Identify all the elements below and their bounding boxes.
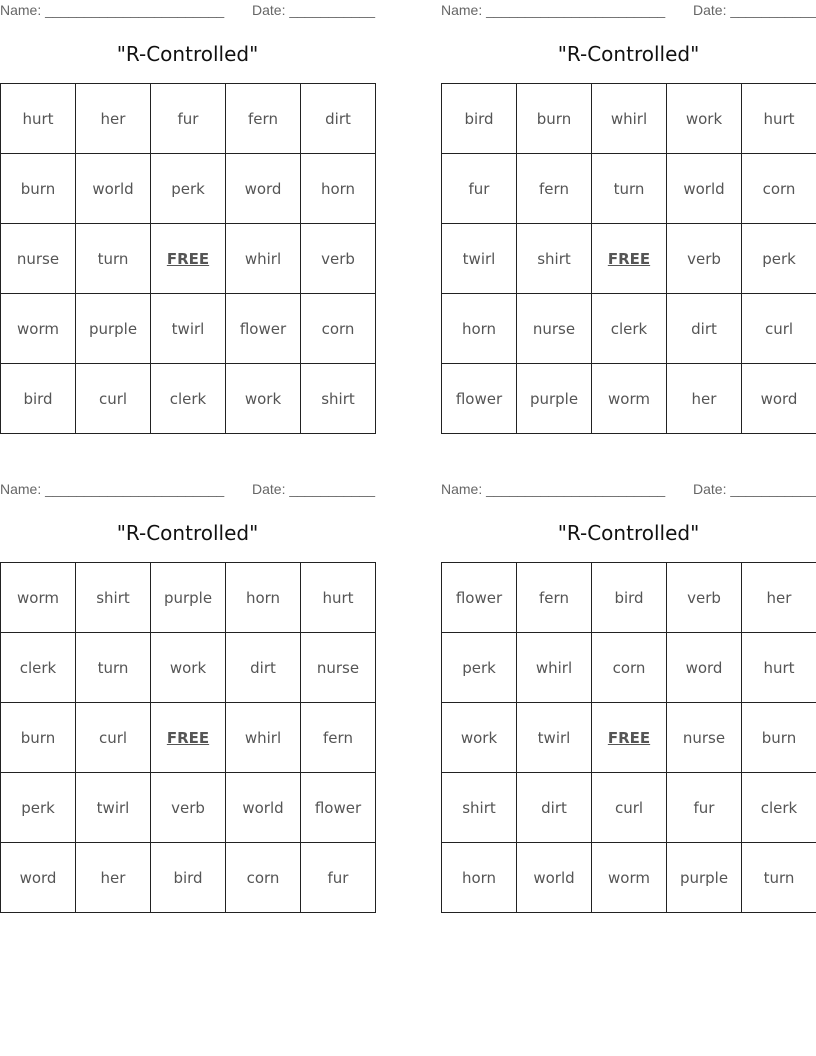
grid-cell: hurt	[301, 563, 376, 633]
grid-cell: dirt	[517, 773, 592, 843]
free-space-label: FREE	[607, 728, 651, 747]
bingo-card-1	[0, 0, 375, 430]
grid-cell: horn	[442, 294, 517, 364]
grid-row	[442, 703, 816, 773]
free-space-cell	[151, 224, 226, 294]
grid-cell: nurse	[517, 294, 592, 364]
grid-cell: work	[667, 84, 742, 154]
grid-cell: work	[442, 703, 517, 773]
grid-cell: flower	[442, 364, 517, 434]
grid-cell: corn	[592, 633, 667, 703]
date-field-label: Date: ___________	[252, 2, 375, 18]
grid-cell: corn	[226, 843, 301, 913]
grid-row	[1, 154, 376, 224]
grid-cell: shirt	[442, 773, 517, 843]
free-space-label: FREE	[166, 728, 210, 747]
grid-row	[442, 364, 816, 434]
grid-cell: dirt	[667, 294, 742, 364]
card-title: "R-Controlled"	[116, 42, 259, 66]
grid-cell: verb	[667, 224, 742, 294]
grid-row	[1, 773, 376, 843]
free-space-cell	[592, 703, 667, 773]
bingo-grid	[0, 83, 376, 434]
grid-cell: hurt	[742, 84, 816, 154]
grid-cell: verb	[301, 224, 376, 294]
grid-cell: turn	[592, 154, 667, 224]
grid-cell: curl	[76, 703, 151, 773]
grid-cell: fur	[667, 773, 742, 843]
grid-cell: world	[76, 154, 151, 224]
grid-cell: flower	[301, 773, 376, 843]
grid-cell: dirt	[301, 84, 376, 154]
grid-cell: twirl	[442, 224, 517, 294]
grid-cell: clerk	[151, 364, 226, 434]
grid-cell: nurse	[301, 633, 376, 703]
grid-row	[1, 563, 376, 633]
grid-row	[442, 633, 816, 703]
bingo-card-2	[441, 0, 816, 430]
bingo-grid	[441, 83, 816, 434]
free-space-label: FREE	[607, 249, 651, 268]
grid-cell: horn	[226, 563, 301, 633]
grid-cell: hurt	[1, 84, 76, 154]
grid-cell: perk	[442, 633, 517, 703]
grid-row	[1, 703, 376, 773]
grid-row	[1, 294, 376, 364]
name-field-label: Name: _______________________	[441, 481, 666, 497]
grid-cell: shirt	[76, 563, 151, 633]
grid-cell: perk	[151, 154, 226, 224]
grid-cell: flower	[226, 294, 301, 364]
grid-row	[1, 633, 376, 703]
grid-cell: word	[742, 364, 816, 434]
grid-cell: purple	[76, 294, 151, 364]
grid-cell: her	[76, 84, 151, 154]
grid-cell: clerk	[592, 294, 667, 364]
card-header	[0, 2, 375, 20]
grid-cell: word	[667, 633, 742, 703]
grid-cell: word	[226, 154, 301, 224]
grid-cell: bird	[1, 364, 76, 434]
grid-cell: flower	[442, 563, 517, 633]
grid-cell: twirl	[151, 294, 226, 364]
name-field-label: Name: _______________________	[0, 481, 225, 497]
grid-cell: fur	[151, 84, 226, 154]
grid-cell: burn	[1, 154, 76, 224]
grid-cell: twirl	[517, 703, 592, 773]
grid-cell: worm	[1, 294, 76, 364]
grid-cell: whirl	[517, 633, 592, 703]
grid-cell: word	[1, 843, 76, 913]
grid-cell: perk	[742, 224, 816, 294]
grid-cell: burn	[517, 84, 592, 154]
grid-cell: burn	[1, 703, 76, 773]
grid-cell: her	[667, 364, 742, 434]
grid-cell: dirt	[226, 633, 301, 703]
card-title: "R-Controlled"	[557, 42, 700, 66]
grid-cell: fur	[301, 843, 376, 913]
grid-cell: curl	[592, 773, 667, 843]
grid-cell: corn	[742, 154, 816, 224]
grid-row	[1, 843, 376, 913]
grid-cell: worm	[1, 563, 76, 633]
grid-cell: verb	[151, 773, 226, 843]
grid-row	[442, 84, 816, 154]
grid-row	[1, 364, 376, 434]
grid-cell: horn	[442, 843, 517, 913]
grid-cell: world	[517, 843, 592, 913]
bingo-grid	[441, 562, 816, 913]
grid-cell: turn	[76, 633, 151, 703]
grid-cell: her	[742, 563, 816, 633]
free-space-cell	[592, 224, 667, 294]
grid-cell: bird	[151, 843, 226, 913]
date-field-label: Date: ___________	[693, 481, 816, 497]
grid-cell: clerk	[1, 633, 76, 703]
grid-cell: nurse	[1, 224, 76, 294]
grid-cell: work	[151, 633, 226, 703]
free-space-cell	[151, 703, 226, 773]
name-field-label: Name: _______________________	[441, 2, 666, 18]
grid-cell: nurse	[667, 703, 742, 773]
grid-cell: purple	[517, 364, 592, 434]
grid-cell: fern	[517, 154, 592, 224]
date-field-label: Date: ___________	[693, 2, 816, 18]
grid-cell: whirl	[592, 84, 667, 154]
grid-row	[1, 84, 376, 154]
grid-cell: world	[226, 773, 301, 843]
grid-cell: verb	[667, 563, 742, 633]
grid-cell: whirl	[226, 224, 301, 294]
grid-row	[442, 773, 816, 843]
grid-cell: fern	[517, 563, 592, 633]
grid-cell: fern	[226, 84, 301, 154]
card-title: "R-Controlled"	[557, 521, 700, 545]
grid-cell: work	[226, 364, 301, 434]
grid-cell: purple	[151, 563, 226, 633]
grid-cell: purple	[667, 843, 742, 913]
grid-cell: burn	[742, 703, 816, 773]
bingo-card-4	[441, 479, 816, 909]
free-space-label: FREE	[166, 249, 210, 268]
grid-cell: corn	[301, 294, 376, 364]
grid-cell: horn	[301, 154, 376, 224]
grid-cell: worm	[592, 364, 667, 434]
bingo-grid	[0, 562, 376, 913]
grid-cell: twirl	[76, 773, 151, 843]
grid-cell: world	[667, 154, 742, 224]
grid-cell: perk	[1, 773, 76, 843]
grid-cell: turn	[742, 843, 816, 913]
grid-cell: bird	[592, 563, 667, 633]
grid-cell: fur	[442, 154, 517, 224]
date-field-label: Date: ___________	[252, 481, 375, 497]
grid-cell: clerk	[742, 773, 816, 843]
grid-cell: curl	[76, 364, 151, 434]
grid-row	[442, 154, 816, 224]
name-field-label: Name: _______________________	[0, 2, 225, 18]
card-header	[441, 2, 816, 20]
card-header	[441, 481, 816, 499]
grid-cell: bird	[442, 84, 517, 154]
card-header	[0, 481, 375, 499]
grid-cell: her	[76, 843, 151, 913]
grid-cell: curl	[742, 294, 816, 364]
grid-cell: turn	[76, 224, 151, 294]
grid-cell: whirl	[226, 703, 301, 773]
grid-row	[442, 294, 816, 364]
card-title: "R-Controlled"	[116, 521, 259, 545]
grid-cell: shirt	[517, 224, 592, 294]
grid-cell: hurt	[742, 633, 816, 703]
grid-cell: shirt	[301, 364, 376, 434]
bingo-card-3	[0, 479, 375, 909]
grid-row	[442, 563, 816, 633]
grid-row	[442, 843, 816, 913]
grid-cell: worm	[592, 843, 667, 913]
grid-row	[442, 224, 816, 294]
grid-cell: fern	[301, 703, 376, 773]
grid-row	[1, 224, 376, 294]
